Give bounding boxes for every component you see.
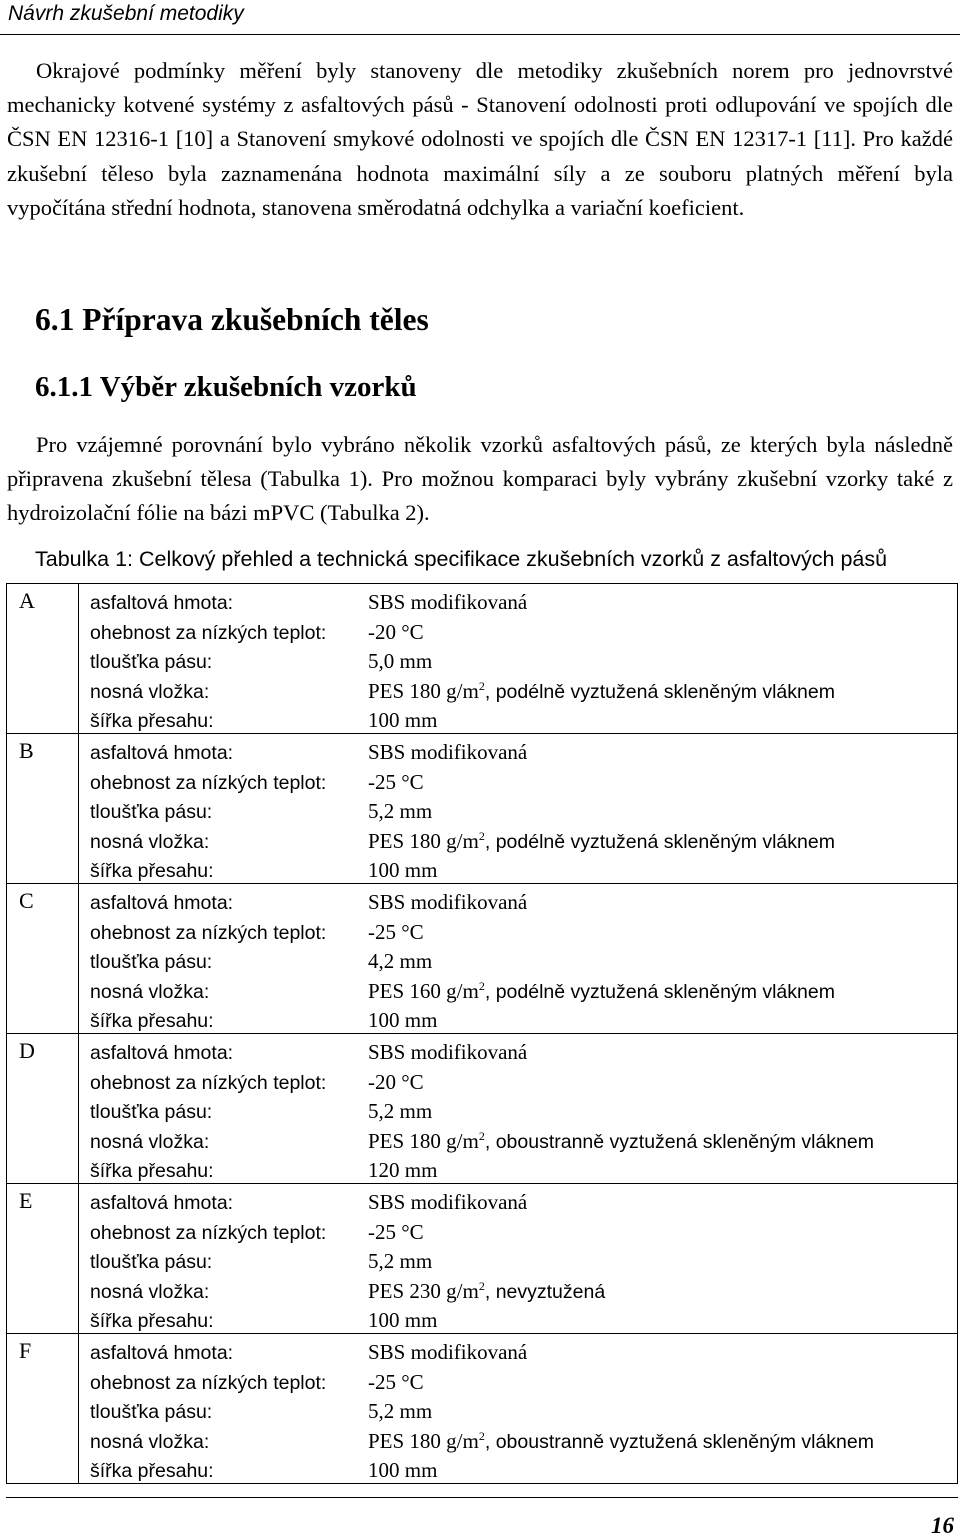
spec-value: SBS modifikovaná bbox=[368, 590, 528, 614]
spec-label: nosná vložka: bbox=[90, 1280, 210, 1303]
spec-line-thickness bbox=[79, 1247, 957, 1277]
sample-row bbox=[7, 1334, 958, 1484]
spec-line-overlap bbox=[79, 1156, 957, 1186]
selection-paragraph: Pro vzájemné porovnání bylo vybráno několik vzorků asfaltových pásů, ze kterých byla následně připravena zkušební tělesa (Tabulka 1). Pro možnou komparaci byly vybrány zkušební vzorky také z hydroizolační fólie na bázi mPVC (Tabulka 2). bbox=[7, 432, 953, 526]
carrier-main: PES 180 g/m bbox=[368, 828, 479, 853]
sample-row bbox=[7, 1184, 958, 1334]
spec-value: -20 °C bbox=[368, 1069, 424, 1094]
carrier-rest: , podélně vyztužená skleněným vláknem bbox=[484, 980, 835, 1003]
page-number: 16 bbox=[931, 1513, 954, 1538]
spec-label: tloušťka pásu: bbox=[90, 1401, 213, 1424]
spec-label: nosná vložka: bbox=[90, 980, 210, 1003]
carrier-main: PES 160 g/m bbox=[368, 978, 479, 1003]
spec-line-flex bbox=[79, 618, 957, 648]
spec-value: 100 mm bbox=[368, 1008, 438, 1033]
spec-value: SBS modifikovaná bbox=[368, 1190, 528, 1214]
spec-line-flex bbox=[79, 1368, 957, 1398]
footer-divider bbox=[6, 1497, 958, 1498]
spec-label: ohebnost za nízkých teplot: bbox=[90, 1071, 327, 1094]
section-heading: 6.1 Příprava zkušebních těles bbox=[35, 302, 429, 337]
carrier-main: PES 180 g/m bbox=[368, 1128, 479, 1153]
page-header bbox=[0, 0, 960, 35]
spec-line-carrier bbox=[79, 827, 957, 857]
spec-value bbox=[368, 829, 835, 853]
spec-line-flex bbox=[79, 1068, 957, 1098]
header-title: Návrh zkušební metodiky bbox=[8, 2, 244, 25]
samples-table bbox=[6, 583, 958, 1484]
spec-label: ohebnost za nízkých teplot: bbox=[90, 1371, 327, 1394]
carrier-main: PES 230 g/m bbox=[368, 1278, 479, 1303]
spec-label: nosná vložka: bbox=[90, 830, 210, 853]
spec-value bbox=[368, 1279, 605, 1303]
sample-row bbox=[7, 1034, 958, 1184]
spec-label: asfaltová hmota: bbox=[90, 1192, 234, 1214]
spec-line-asphalt bbox=[79, 1188, 957, 1218]
spec-value: -25 °C bbox=[368, 919, 424, 944]
sample-id: B bbox=[7, 734, 79, 884]
spec-line-thickness bbox=[79, 647, 957, 677]
sample-specs bbox=[79, 884, 957, 1033]
spec-label: tloušťka pásu: bbox=[90, 801, 213, 824]
spec-line-flex bbox=[79, 768, 957, 798]
spec-label: tloušťka pásu: bbox=[90, 1251, 213, 1274]
spec-line-flex bbox=[79, 918, 957, 948]
spec-line-asphalt bbox=[79, 1338, 957, 1368]
carrier-main: PES 180 g/m bbox=[368, 1428, 479, 1453]
carrier-rest: , oboustranně vyztužená skleněným vláknem bbox=[484, 1430, 874, 1453]
spec-line-overlap bbox=[79, 856, 957, 886]
spec-value: 4,2 mm bbox=[368, 949, 433, 974]
spec-line-overlap bbox=[79, 706, 957, 736]
spec-label: tloušťka pásu: bbox=[90, 951, 213, 974]
spec-value: 5,2 mm bbox=[368, 1249, 433, 1274]
spec-value: 100 mm bbox=[368, 708, 438, 733]
carrier-superscript: 2 bbox=[478, 1278, 485, 1293]
spec-line-thickness bbox=[79, 1097, 957, 1127]
subsection-heading: 6.1.1 Výběr zkušebních vzorků bbox=[35, 371, 417, 403]
sample-id: D bbox=[7, 1034, 79, 1184]
spec-value: SBS modifikovaná bbox=[368, 1340, 528, 1364]
spec-line-overlap bbox=[79, 1456, 957, 1486]
table-caption: Tabulka 1: Celkový přehled a technická specifikace zkušebních vzorků z asfaltových pásů bbox=[35, 547, 888, 571]
spec-line-overlap bbox=[79, 1006, 957, 1036]
carrier-rest: , oboustranně vyztužená skleněným vláknem bbox=[484, 1130, 874, 1153]
spec-value bbox=[368, 679, 835, 703]
spec-value: 5,0 mm bbox=[368, 649, 433, 674]
carrier-superscript: 2 bbox=[478, 678, 485, 693]
spec-line-carrier bbox=[79, 1277, 957, 1307]
spec-label: nosná vložka: bbox=[90, 680, 210, 703]
spec-label: šířka přesahu: bbox=[90, 710, 214, 733]
spec-label: šířka přesahu: bbox=[90, 1160, 214, 1183]
sample-row bbox=[7, 884, 958, 1034]
spec-line-thickness bbox=[79, 1397, 957, 1427]
spec-label: šířka přesahu: bbox=[90, 1310, 214, 1333]
sample-row bbox=[7, 734, 958, 884]
spec-value: 100 mm bbox=[368, 1308, 438, 1333]
sample-id: F bbox=[7, 1334, 79, 1484]
spec-value: 120 mm bbox=[368, 1158, 438, 1183]
sample-id: C bbox=[7, 884, 79, 1034]
spec-value: 5,2 mm bbox=[368, 1099, 433, 1124]
carrier-superscript: 2 bbox=[478, 978, 485, 993]
spec-value bbox=[368, 1129, 874, 1153]
spec-label: asfaltová hmota: bbox=[90, 592, 234, 614]
spec-value: -25 °C bbox=[368, 1219, 424, 1244]
spec-label: asfaltová hmota: bbox=[90, 1342, 234, 1364]
carrier-rest: , podélně vyztužená skleněným vláknem bbox=[484, 680, 835, 703]
sample-id: E bbox=[7, 1184, 79, 1334]
spec-line-carrier bbox=[79, 977, 957, 1007]
sample-specs bbox=[79, 1334, 957, 1483]
spec-label: ohebnost za nízkých teplot: bbox=[90, 621, 327, 644]
spec-value: SBS modifikovaná bbox=[368, 740, 528, 764]
spec-line-carrier bbox=[79, 1127, 957, 1157]
carrier-main: PES 180 g/m bbox=[368, 678, 479, 703]
spec-value bbox=[368, 979, 835, 1003]
spec-value: 5,2 mm bbox=[368, 799, 433, 824]
intro-paragraph: Okrajové podmínky měření byly stanoveny dle metodiky zkušebních norem pro jednovrstvé mechanicky kotvené systémy z asfaltových pásů - Stanovení odolnosti proti odlupování ve spojích dle ČSN EN 12316-1 [10] a Stanovení smykové odolnosti ve spojích dle ČSN EN 12317-1 [11]. Pro každé zkušební těleso byla zaznamenána hodnota maximální síly a ze souboru platných měření byla vypočítána střední hodnota, stanovena směrodatná odchylka a variační koeficient. bbox=[7, 58, 953, 220]
spec-value: 100 mm bbox=[368, 1458, 438, 1483]
spec-line-overlap bbox=[79, 1306, 957, 1336]
spec-label: ohebnost za nízkých teplot: bbox=[90, 771, 327, 794]
spec-label: asfaltová hmota: bbox=[90, 742, 234, 764]
spec-value: 5,2 mm bbox=[368, 1399, 433, 1424]
spec-label: ohebnost za nízkých teplot: bbox=[90, 921, 327, 944]
spec-label: nosná vložka: bbox=[90, 1430, 210, 1453]
spec-label: šířka přesahu: bbox=[90, 1460, 214, 1483]
spec-value: -25 °C bbox=[368, 1369, 424, 1394]
spec-label: tloušťka pásu: bbox=[90, 1101, 213, 1124]
spec-line-flex bbox=[79, 1218, 957, 1248]
spec-label: asfaltová hmota: bbox=[90, 1042, 234, 1064]
spec-value bbox=[368, 1429, 874, 1453]
spec-label: šířka přesahu: bbox=[90, 860, 214, 883]
spec-line-asphalt bbox=[79, 738, 957, 768]
spec-value: SBS modifikovaná bbox=[368, 890, 528, 914]
sample-specs bbox=[79, 1034, 957, 1183]
spec-line-carrier bbox=[79, 1427, 957, 1457]
spec-line-asphalt bbox=[79, 888, 957, 918]
carrier-superscript: 2 bbox=[478, 828, 485, 843]
spec-label: tloušťka pásu: bbox=[90, 651, 213, 674]
sample-id: A bbox=[7, 584, 79, 734]
sample-specs bbox=[79, 1184, 957, 1333]
carrier-rest: , nevyztužená bbox=[484, 1280, 606, 1303]
spec-label: asfaltová hmota: bbox=[90, 892, 234, 914]
spec-label: nosná vložka: bbox=[90, 1130, 210, 1153]
spec-line-asphalt bbox=[79, 588, 957, 618]
spec-line-thickness bbox=[79, 947, 957, 977]
spec-label: šířka přesahu: bbox=[90, 1010, 214, 1033]
carrier-superscript: 2 bbox=[478, 1428, 485, 1443]
spec-value: -25 °C bbox=[368, 769, 424, 794]
sample-specs bbox=[79, 734, 957, 883]
spec-line-carrier bbox=[79, 677, 957, 707]
carrier-superscript: 2 bbox=[478, 1128, 485, 1143]
spec-line-asphalt bbox=[79, 1038, 957, 1068]
spec-value: 100 mm bbox=[368, 858, 438, 883]
spec-value: -20 °C bbox=[368, 619, 424, 644]
sample-specs bbox=[79, 584, 957, 733]
spec-label: ohebnost za nízkých teplot: bbox=[90, 1221, 327, 1244]
spec-line-thickness bbox=[79, 797, 957, 827]
carrier-rest: , podélně vyztužená skleněným vláknem bbox=[484, 830, 835, 853]
spec-value: SBS modifikovaná bbox=[368, 1040, 528, 1064]
sample-row bbox=[7, 584, 958, 734]
